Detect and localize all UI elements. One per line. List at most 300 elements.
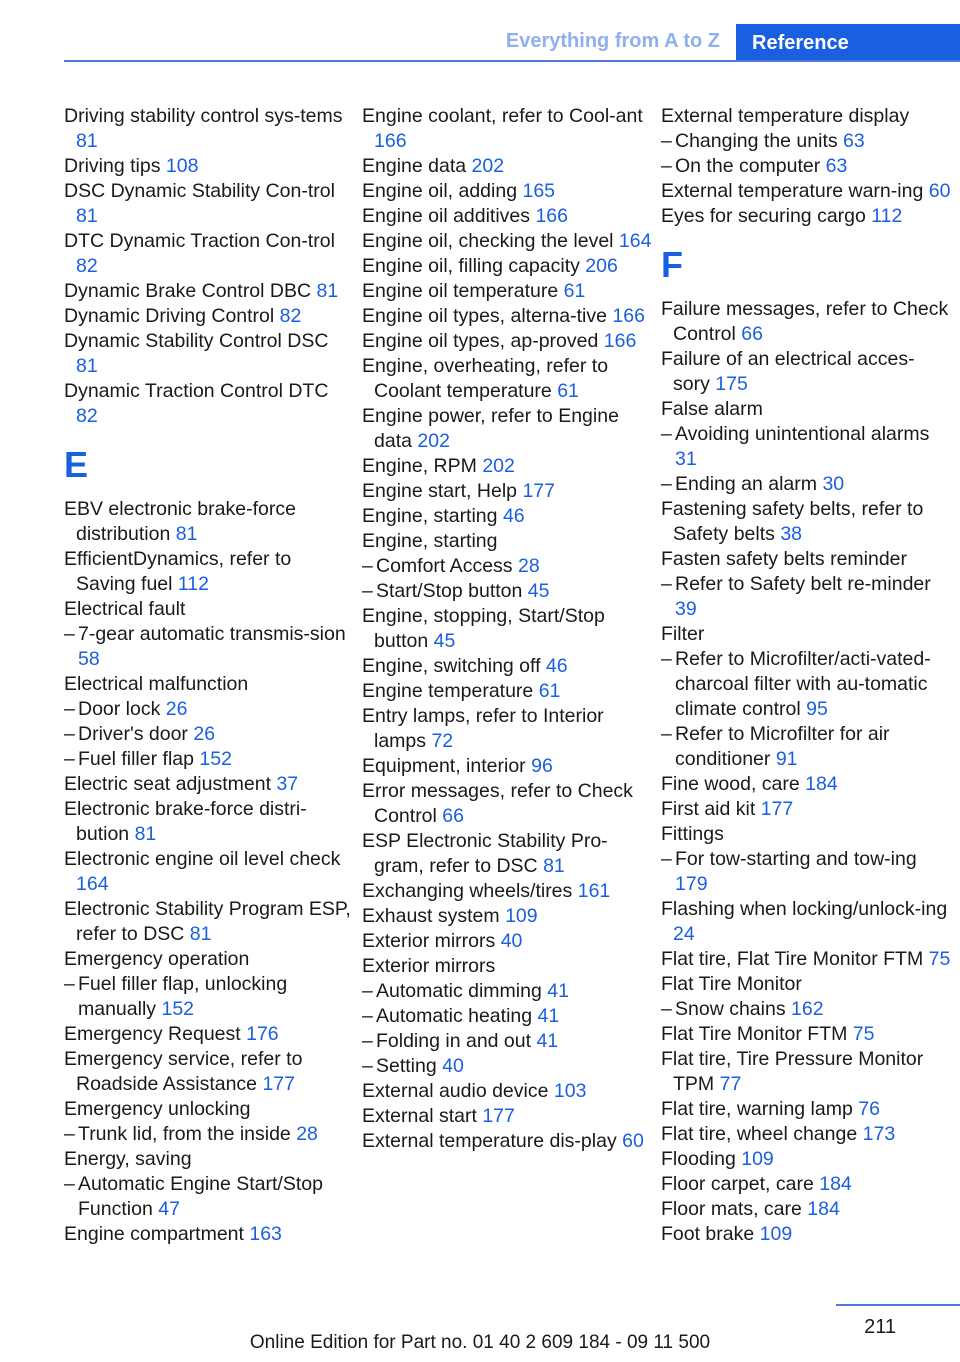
index-subentry [661, 422, 951, 472]
page-link[interactable]: 39 [675, 598, 697, 620]
entry-text: Setting [376, 1055, 437, 1077]
index-entry [64, 847, 354, 897]
page-link[interactable]: 166 [603, 330, 637, 352]
page-link[interactable]: 166 [535, 205, 568, 227]
page-link[interactable]: 45 [527, 580, 550, 602]
index-entry [661, 179, 951, 204]
index-entry [64, 897, 354, 947]
index-entry [362, 604, 652, 654]
index-entry [362, 204, 652, 229]
entry-text: Fuel filler flap [78, 748, 194, 770]
entry-text: Electric seat adjustment [64, 773, 272, 795]
entry-text: Engine oil additives [362, 205, 531, 227]
index-entry [362, 179, 652, 204]
entry-text: Emergency service, refer to Roadside Assistance [64, 1048, 303, 1095]
page-link[interactable]: 179 [675, 873, 708, 895]
index-entry [362, 704, 652, 754]
page-link[interactable]: 61 [538, 680, 561, 702]
index-entry [64, 329, 354, 379]
page-link[interactable]: 41 [547, 980, 569, 1002]
index-entry [362, 454, 652, 479]
index-entry [661, 622, 951, 647]
page-link[interactable]: 81 [134, 823, 157, 845]
subentry-dash: – [64, 1173, 75, 1195]
subentry-dash: – [362, 1030, 373, 1052]
subentry-dash: – [362, 580, 373, 602]
entry-text: Exterior mirrors [362, 955, 496, 977]
subentry-dash: – [362, 555, 373, 577]
index-entry [64, 497, 354, 547]
index-entry [661, 822, 951, 847]
index-entry [362, 1104, 652, 1129]
entry-text: External audio device [362, 1080, 549, 1102]
entry-text: Comfort Access [376, 555, 513, 577]
page-link[interactable]: 66 [442, 805, 464, 827]
entry-text: For tow-starting and tow-ing [675, 848, 917, 870]
entry-text: Start/Stop button [376, 580, 523, 602]
index-entry [661, 897, 951, 947]
page-link[interactable]: 41 [536, 1030, 559, 1052]
subentry-dash: – [362, 1005, 373, 1027]
subentry-dash: – [661, 998, 672, 1020]
entry-text: Engine oil temperature [362, 280, 559, 302]
entry-text: Flat tire, Flat Tire Monitor FTM [661, 948, 924, 970]
index-entry [64, 1147, 354, 1172]
index-entry [64, 547, 354, 597]
entry-text: Engine, overheating, refer to Coolant temperature [362, 355, 609, 402]
entry-text: Exhaust system [362, 905, 500, 927]
page-link[interactable]: 81 [76, 130, 98, 152]
index-entry [64, 229, 354, 279]
index-entry [661, 1197, 951, 1222]
entry-text: Engine oil types, alterna-tive [362, 305, 607, 327]
entry-text: Avoiding unintentional alarms [675, 423, 930, 445]
entry-text: Electronic Stability Program ESP, refer to DSC [64, 898, 351, 945]
entry-text: Engine power, refer to Engine data [362, 405, 619, 452]
entry-text: Dynamic Traction Control DTC [64, 380, 329, 402]
index-entry [362, 679, 652, 704]
entry-text: Exterior mirrors [362, 930, 496, 952]
entry-text: Automatic Engine Start/Stop Function [78, 1173, 323, 1220]
entry-text: External temperature warn-ing [661, 180, 924, 202]
entry-text: Driver's door [78, 723, 188, 745]
subentry-dash: – [64, 1123, 75, 1145]
index-entry [362, 654, 652, 679]
entry-text: Entry lamps, refer to Interior lamps [362, 705, 604, 752]
index-entry [64, 179, 354, 229]
index-entry [661, 1122, 951, 1147]
index-entry [64, 1222, 354, 1247]
entry-text: Electronic brake-force distri-bution [64, 798, 307, 845]
entry-text: First aid kit [661, 798, 756, 820]
page-link[interactable]: 176 [246, 1023, 279, 1045]
page-link[interactable]: 31 [675, 448, 697, 470]
page-link[interactable]: 30 [822, 473, 845, 495]
entry-text: Failure messages, refer to Check Control [661, 298, 949, 345]
index-entry [661, 104, 951, 129]
page-link[interactable]: 166 [612, 305, 645, 327]
entry-text: EfficientDynamics, refer to Saving fuel [64, 548, 292, 595]
edition-note: Online Edition for Part no. 01 40 2 609 184 - 09 11 500 [249, 1332, 711, 1353]
entry-text: Electrical fault [64, 598, 186, 620]
entry-text: Refer to Microfilter/acti-vated-charcoal filter with au-tomatic climate control [675, 648, 931, 720]
index-entry [64, 1097, 354, 1122]
index-subentry [661, 722, 951, 772]
entry-text: Fittings [661, 823, 724, 845]
index-subentry [661, 847, 951, 897]
entry-text: Emergency Request [64, 1023, 241, 1045]
page-link[interactable]: 76 [858, 1098, 880, 1120]
index-entry [661, 1047, 951, 1097]
index-subentry [661, 572, 951, 622]
index-subentry [64, 722, 354, 747]
page-link[interactable]: 103 [553, 1080, 587, 1102]
index-entry [661, 1147, 951, 1172]
subentry-dash: – [362, 980, 373, 1002]
index-subentry [661, 154, 951, 179]
page-link[interactable]: 152 [161, 998, 195, 1020]
entry-text: Refer to Microfilter for air conditioner [675, 723, 890, 770]
index-entry [362, 479, 652, 504]
page-link[interactable]: 66 [741, 323, 763, 345]
entry-text: Engine start, Help [362, 480, 518, 502]
index-subentry [64, 1122, 354, 1147]
entry-text: Flat Tire Monitor [661, 973, 802, 995]
page-link[interactable]: 63 [825, 155, 848, 177]
index-entry [64, 154, 354, 179]
page-number: 211 [864, 1316, 896, 1338]
index-entry [64, 797, 354, 847]
page-link[interactable]: 82 [76, 255, 98, 277]
page-link[interactable]: 109 [759, 1223, 793, 1245]
page-link[interactable]: 28 [296, 1123, 318, 1145]
entry-text: External temperature display [661, 105, 910, 127]
page-link[interactable]: 184 [805, 773, 838, 795]
page-link[interactable]: 60 [928, 180, 951, 202]
index-entry [64, 104, 354, 154]
index-entry [661, 497, 951, 547]
entry-text: Floor carpet, care [661, 1173, 814, 1195]
page-link[interactable]: 63 [843, 130, 865, 152]
entry-text: DTC Dynamic Traction Con-trol [64, 230, 335, 252]
entry-text: Engine, RPM [362, 455, 477, 477]
index-entry [362, 404, 652, 454]
entry-text: False alarm [661, 398, 763, 420]
page-link[interactable]: 112 [177, 573, 209, 595]
page-link[interactable]: 184 [819, 1173, 852, 1195]
entry-text: Engine coolant, refer to Cool-ant [362, 105, 643, 127]
index-entry [362, 1129, 652, 1154]
page-link[interactable]: 112 [871, 205, 903, 227]
index-entry [64, 379, 354, 429]
entry-text: Failure of an electrical acces-sory [661, 348, 915, 395]
index-entry [64, 947, 354, 972]
subentry-dash: – [64, 623, 75, 645]
index-entry [362, 879, 652, 904]
entry-text: Flat Tire Monitor FTM [661, 1023, 848, 1045]
index-column-1 [64, 104, 354, 1247]
page-link[interactable]: 164 [618, 230, 652, 252]
page-link[interactable]: 184 [807, 1198, 840, 1220]
index-entry [661, 547, 951, 572]
page-link[interactable]: 202 [471, 155, 505, 177]
entry-text: Snow chains [675, 998, 786, 1020]
index-entry [661, 1172, 951, 1197]
subentry-dash: – [661, 130, 672, 152]
index-entry [661, 204, 951, 229]
page-link[interactable]: 109 [505, 905, 538, 927]
index-entry [362, 354, 652, 404]
entry-text: Engine compartment [64, 1223, 244, 1245]
index-entry [362, 954, 652, 979]
entry-text: Refer to Safety belt re-minder [675, 573, 931, 595]
page-link[interactable]: 164 [76, 873, 109, 895]
index-entry [362, 104, 652, 154]
page-link[interactable]: 91 [775, 748, 798, 770]
entry-text: Dynamic Driving Control [64, 305, 275, 327]
page-link[interactable]: 61 [557, 380, 579, 402]
index-entry [661, 1097, 951, 1122]
subentry-dash: – [661, 573, 672, 595]
entry-text: Flashing when locking/unlock-ing [661, 898, 948, 920]
entry-text: Folding in and out [376, 1030, 532, 1052]
page-link[interactable]: 177 [482, 1105, 515, 1127]
entry-text: Floor mats, care [661, 1198, 802, 1220]
index-entry [362, 279, 652, 304]
index-entry [661, 947, 951, 972]
entry-text: Engine oil, checking the level [362, 230, 614, 252]
index-entry [362, 254, 652, 279]
index-entry [362, 779, 652, 829]
entry-text: Dynamic Stability Control DSC [64, 330, 329, 352]
index-subentry [64, 622, 354, 672]
entry-text: Dynamic Brake Control DBC [64, 280, 312, 302]
index-entry [661, 972, 951, 997]
entry-text: Filter [661, 623, 705, 645]
index-entry [362, 1079, 652, 1104]
entry-text: Driving stability control sys-tems [64, 105, 343, 127]
page-link[interactable]: 173 [862, 1123, 896, 1145]
index-entry [64, 772, 354, 797]
index-entry [64, 1047, 354, 1097]
index-entry [362, 929, 652, 954]
index-entry [661, 397, 951, 422]
index-entry [362, 904, 652, 929]
entry-text: Electrical malfunction [64, 673, 249, 695]
section-letter: E [64, 444, 89, 485]
subentry-dash: – [661, 848, 672, 870]
index-column-3 [661, 104, 951, 1247]
index-subentry [362, 1004, 652, 1029]
page-link[interactable]: 165 [522, 180, 556, 202]
index-subentry [661, 997, 951, 1022]
subentry-dash: – [64, 698, 75, 720]
entry-text: EBV electronic brake-force distribution [64, 498, 296, 545]
page-link[interactable]: 81 [76, 355, 98, 377]
entry-text: Eyes for securing cargo [661, 205, 866, 227]
entry-text: Energy, saving [64, 1148, 192, 1170]
entry-text: DSC Dynamic Stability Con-trol [64, 180, 335, 202]
index-entry [661, 347, 951, 397]
subentry-dash: – [64, 973, 75, 995]
page-link[interactable]: 26 [165, 698, 188, 720]
entry-text: Foot brake [661, 1223, 755, 1245]
entry-text: Engine oil, adding [362, 180, 518, 202]
page-link[interactable]: 81 [76, 205, 98, 227]
page-link[interactable]: 46 [545, 655, 568, 677]
page-link[interactable]: 81 [175, 523, 198, 545]
page-link[interactable]: 81 [543, 855, 565, 877]
index-entry [64, 279, 354, 304]
index-subentry [661, 647, 951, 722]
index-entry [362, 229, 652, 254]
entry-text: Flat tire, warning lamp [661, 1098, 853, 1120]
page-link[interactable]: 81 [316, 280, 339, 302]
footer-rule [836, 1304, 960, 1306]
page-link[interactable]: 75 [928, 948, 951, 970]
index-entry [64, 597, 354, 622]
page-link[interactable]: 163 [249, 1223, 282, 1245]
page-link[interactable]: 46 [502, 505, 525, 527]
entry-text: Engine oil, filling capacity [362, 255, 580, 277]
entry-text: Flooding [661, 1148, 736, 1170]
entry-text: Equipment, interior [362, 755, 526, 777]
page-link[interactable]: 82 [279, 305, 302, 327]
page-link[interactable]: 38 [780, 523, 803, 545]
page-link[interactable]: 175 [715, 373, 748, 395]
entry-text: ESP Electronic Stability Pro-gram, refer to DSC [362, 830, 608, 877]
page-link[interactable]: 82 [76, 405, 98, 427]
page-link[interactable]: 81 [189, 923, 212, 945]
index-subentry [64, 697, 354, 722]
entry-text: Electronic engine oil level check [64, 848, 341, 870]
section-letter: F [661, 244, 683, 285]
page-header [0, 0, 960, 62]
entry-text: Emergency unlocking [64, 1098, 251, 1120]
entry-text: Flat tire, Tire Pressure Monitor TPM [661, 1048, 924, 1095]
index-subentry [661, 129, 951, 154]
entry-text: 7-gear automatic transmis-sion [78, 623, 346, 645]
entry-text: Engine, starting [362, 505, 498, 527]
page-link[interactable]: 41 [537, 1005, 560, 1027]
header-reference-tab: Reference [736, 24, 960, 62]
page-link[interactable]: 177 [262, 1073, 295, 1095]
page-link[interactable]: 58 [78, 648, 100, 670]
entry-text: Engine, starting [362, 530, 498, 552]
index-column-2 [362, 104, 652, 1154]
index-entry [661, 772, 951, 797]
page-link[interactable]: 152 [199, 748, 232, 770]
page-link[interactable]: 108 [165, 155, 199, 177]
subentry-dash: – [64, 748, 75, 770]
page-link[interactable]: 77 [719, 1073, 742, 1095]
entry-text: Ending an alarm [675, 473, 818, 495]
page-link[interactable]: 40 [500, 930, 523, 952]
page-link[interactable]: 60 [622, 1130, 644, 1152]
subentry-dash: – [661, 648, 672, 670]
entry-text: Fastening safety belts, refer to Safety belts [661, 498, 924, 545]
page-link[interactable]: 47 [158, 1198, 180, 1220]
index-entry [362, 504, 652, 529]
entry-text: Error messages, refer to Check Control [362, 780, 633, 827]
index-entry [64, 672, 354, 697]
page-link[interactable]: 75 [852, 1023, 875, 1045]
subentry-dash: – [661, 423, 672, 445]
index-entry [64, 304, 354, 329]
page-link[interactable]: 40 [442, 1055, 464, 1077]
page-link[interactable]: 161 [577, 880, 611, 902]
index-entry [362, 329, 652, 354]
subentry-dash: – [64, 723, 75, 745]
index-subentry [64, 1172, 354, 1222]
index-entry [661, 797, 951, 822]
page-link[interactable]: 206 [585, 255, 618, 277]
index-entry [362, 154, 652, 179]
entry-text: Fasten safety belts reminder [661, 548, 908, 570]
header-section-title: Everything from A to Z [505, 30, 720, 52]
entry-text: Automatic heating [376, 1005, 533, 1027]
page-link[interactable]: 202 [417, 430, 450, 452]
entry-text: Engine, switching off [362, 655, 541, 677]
entry-text: Driving tips [64, 155, 161, 177]
entry-text: Engine data [362, 155, 467, 177]
page-link[interactable]: 45 [433, 630, 456, 652]
index-entry [362, 829, 652, 879]
header-rule [64, 60, 960, 62]
index-entry [362, 754, 652, 779]
index-entry [362, 529, 652, 554]
index-subentry [661, 472, 951, 497]
page-link[interactable]: 28 [517, 555, 540, 577]
entry-text: Automatic dimming [376, 980, 542, 1002]
page-link[interactable]: 72 [431, 730, 454, 752]
index-entry [362, 304, 652, 329]
page-link[interactable]: 24 [673, 923, 695, 945]
page-link[interactable]: 95 [806, 698, 828, 720]
page-link[interactable]: 162 [791, 998, 824, 1020]
index-subentry [362, 1029, 652, 1054]
entry-text: Fine wood, care [661, 773, 800, 795]
page-link[interactable]: 202 [482, 455, 515, 477]
entry-text: Flat tire, wheel change [661, 1123, 858, 1145]
subentry-dash: – [661, 473, 672, 495]
entry-text: Changing the units [675, 130, 838, 152]
index-subentry [362, 579, 652, 604]
page-link[interactable]: 37 [276, 773, 299, 795]
page-link[interactable]: 109 [741, 1148, 774, 1170]
subentry-dash: – [661, 155, 672, 177]
index-subentry [64, 972, 354, 1022]
entry-text: On the computer [675, 155, 821, 177]
index-subentry [362, 979, 652, 1004]
page-link[interactable]: 96 [531, 755, 553, 777]
index-entry [661, 1222, 951, 1247]
subentry-dash: – [362, 1055, 373, 1077]
index-subentry [64, 747, 354, 772]
index-entry [661, 297, 951, 347]
entry-text: Engine oil types, ap-proved [362, 330, 599, 352]
index-entry [64, 1022, 354, 1047]
entry-text: Fuel filler flap, unlocking manually [78, 973, 288, 1020]
page-link[interactable]: 61 [563, 280, 586, 302]
entry-text: Exchanging wheels/tires [362, 880, 573, 902]
page-link[interactable]: 166 [374, 130, 407, 152]
index-subentry [362, 554, 652, 579]
page-link[interactable]: 177 [760, 798, 794, 820]
page-link[interactable]: 177 [522, 480, 555, 502]
index-subentry [362, 1054, 652, 1079]
page-link[interactable]: 26 [193, 723, 216, 745]
